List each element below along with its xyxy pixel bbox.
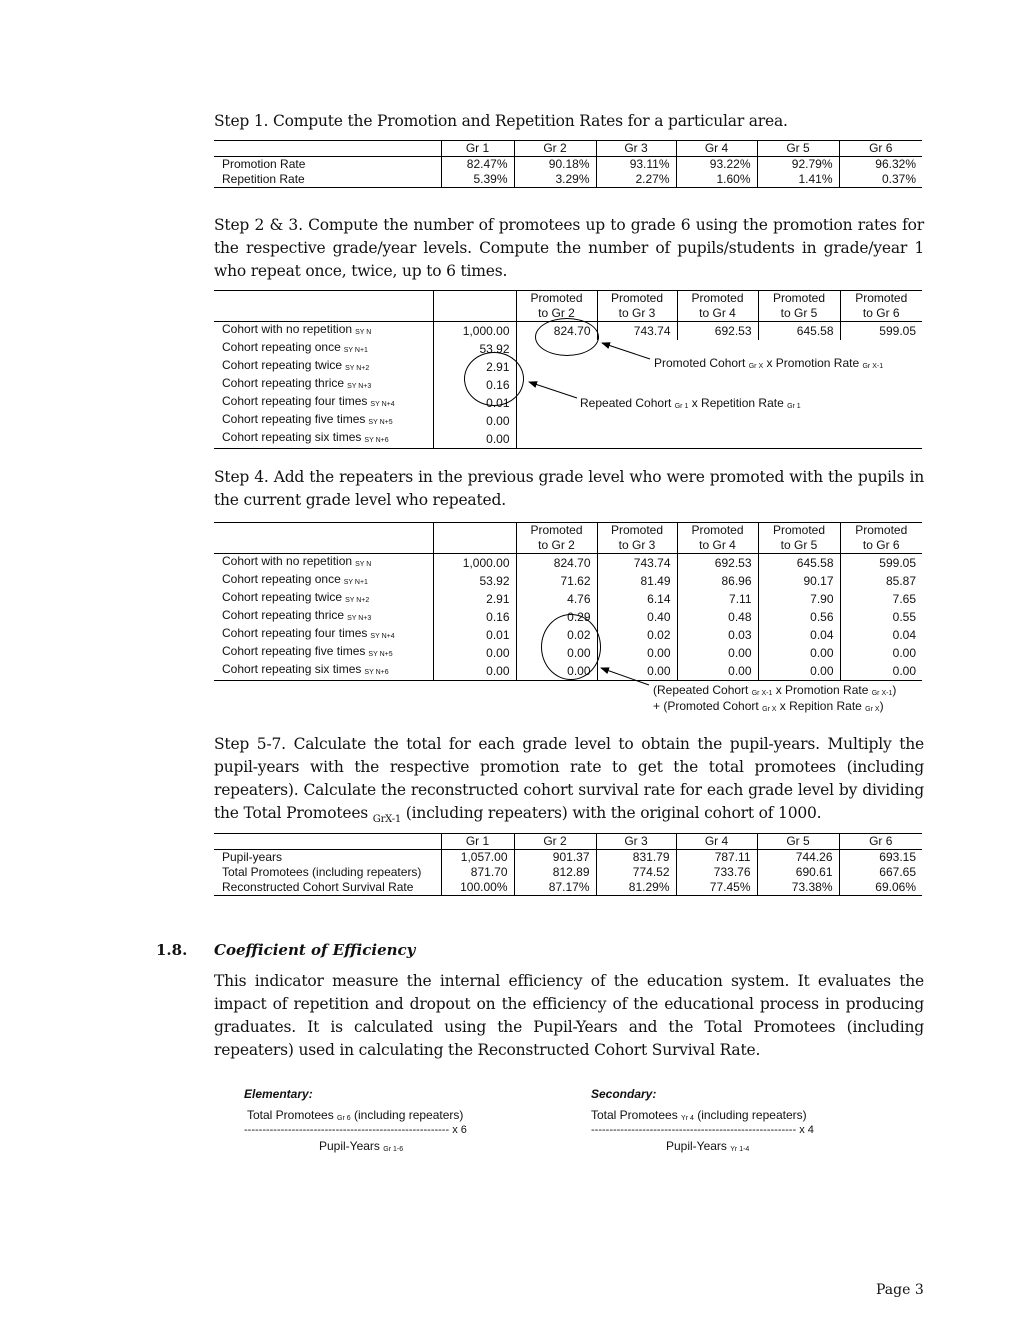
table-cell: 53.92: [433, 572, 516, 590]
table-cell: 692.53: [677, 322, 758, 341]
table-cell: 0.04: [758, 626, 840, 644]
column-header: Gr 5: [757, 141, 839, 157]
arrow: [601, 668, 649, 685]
row-label: Promotion Rate: [222, 157, 306, 171]
table-cell: 0.00: [840, 644, 922, 662]
table-cell: 1.60%: [676, 172, 757, 188]
column-header: Promoted: [840, 291, 922, 307]
column-header: Promoted: [597, 291, 677, 307]
table-cell: 100.00%: [441, 880, 514, 896]
table-row: [214, 880, 922, 896]
table-cell: 0.01: [433, 394, 516, 412]
promoted-cohort-note: Promoted Cohort $_{Gr X}$ x Promotion Rate $_{Gr X-1}$: [654, 356, 884, 370]
row-label: Cohort repeating twice $_{SY N+2}$: [222, 590, 370, 604]
table-cell: 0.00: [677, 662, 758, 681]
column-header: to Gr 6: [840, 306, 922, 322]
row-label: Cohort repeating five times $_{SY N+5}$: [222, 644, 393, 658]
table-cell: 690.61: [757, 865, 839, 880]
table-cell: 86.96: [677, 572, 758, 590]
table-cell: 0.00: [840, 662, 922, 681]
table-cell: 85.87: [840, 572, 922, 590]
column-header: Gr 4: [676, 141, 757, 157]
row-label: Cohort with no repetition $_{SY N}$: [222, 554, 372, 568]
column-header: Promoted: [758, 291, 840, 307]
row-label: Cohort repeating once $_{SY N+1}$: [222, 572, 368, 586]
row-label: Cohort with no repetition $_{SY N}$: [222, 322, 372, 336]
table-cell: 81.49: [597, 572, 677, 590]
table-cell: 831.79: [596, 850, 676, 866]
column-header: Gr 2: [514, 834, 596, 850]
table-cell: 0.02: [516, 626, 597, 644]
column-header: Gr 4: [676, 834, 757, 850]
column-header: to Gr 5: [758, 538, 840, 554]
table-cell: 787.11: [676, 850, 757, 866]
row-label: Reconstructed Cohort Survival Rate: [214, 880, 441, 896]
table-cell: 871.70: [441, 865, 514, 880]
row-label: Cohort repeating twice $_{SY N+2}$: [222, 358, 370, 372]
table-cell: 2.91: [433, 590, 516, 608]
table-cell: 0.04: [840, 626, 922, 644]
table-cell: 69.06%: [839, 880, 922, 896]
table-cell: 599.05: [840, 322, 922, 341]
table-cell: 812.89: [514, 865, 596, 880]
row-label: Cohort repeating five times $_{SY N+5}$: [222, 412, 393, 426]
table-cell: 774.52: [596, 865, 676, 880]
column-header: to Gr 3: [597, 306, 677, 322]
column-header: Gr 6: [839, 834, 922, 850]
table-cell: 693.15: [839, 850, 922, 866]
page-number: Page 3: [876, 1282, 924, 1298]
table-cell: 0.55: [840, 608, 922, 626]
row-label: Cohort repeating six times $_{SY N+6}$: [214, 430, 433, 449]
table-cell: 0.00: [516, 644, 597, 662]
table-cell: 743.74: [597, 554, 677, 573]
table-cell: 1.41%: [757, 172, 839, 188]
column-header: to Gr 2: [516, 538, 597, 554]
table-cell: 824.70: [516, 322, 597, 341]
table-cell: 824.70: [516, 554, 597, 573]
table-cell: 87.17%: [514, 880, 596, 896]
table-cell: 692.53: [677, 554, 758, 573]
pupil-years-table: [214, 833, 922, 896]
column-header: to Gr 2: [516, 306, 597, 322]
table-cell: 0.00: [433, 662, 516, 681]
row-label: Cohort repeating six times $_{SY N+6}$: [214, 662, 433, 681]
step4-formula-note-line1: (Repeated Cohort $_{Gr X-1}$ x Promotion Rate $_{Gr X-1}$): [653, 683, 897, 697]
arrow: [529, 382, 577, 398]
table-row: [214, 850, 922, 866]
table-cell: 2.27%: [596, 172, 676, 188]
table-cell: 599.05: [840, 554, 922, 573]
step4-paragraph: Step 4. Add the repeaters in the previous grade level who were promoted with the pupils in the current grade level who repeated.: [214, 468, 924, 509]
table-cell: 1,000.00: [433, 322, 516, 341]
table-cell: 0.40: [597, 608, 677, 626]
column-header: Promoted: [516, 523, 597, 539]
repeated-cohort-note: Repeated Cohort $_{Gr 1}$ x Repetition Rate $_{Gr 1}$: [580, 396, 801, 410]
table-cell: 0.48: [677, 608, 758, 626]
table-cell: 0.00: [433, 430, 516, 449]
table-cell: 733.76: [676, 865, 757, 880]
table-cell: 90.17: [758, 572, 840, 590]
column-header: Promoted: [597, 523, 677, 539]
table-row: [214, 865, 922, 880]
step23-paragraph: Step 2 & 3. Compute the number of promotees up to grade 6 using the promotion rates for the respective grade/year levels. Compute the number of pupils/students in grade/year 1 who repeat once, twice, up to 6 times.: [214, 216, 924, 280]
table-cell: 0.00: [433, 644, 516, 662]
table-cell: 93.11%: [596, 157, 676, 173]
row-label: Cohort repeating four times $_{SY N+4}$: [222, 394, 395, 408]
table-cell: 645.58: [758, 554, 840, 573]
table-header-row: [214, 834, 922, 850]
elementary-denominator: Pupil-Years $_{Gr 1-6}$: [319, 1139, 404, 1153]
column-header: to Gr 4: [677, 538, 758, 554]
table-cell: 0.00: [597, 662, 677, 681]
table-cell: 901.37: [514, 850, 596, 866]
column-header: to Gr 3: [597, 538, 677, 554]
column-header: to Gr 5: [758, 306, 840, 322]
table-cell: 0.00: [433, 412, 516, 430]
table-cell: 96.32%: [839, 157, 922, 173]
table-cell: 71.62: [516, 572, 597, 590]
row-label: Total Promotees (including repeaters): [222, 865, 422, 879]
table-cell: 82.47%: [441, 157, 514, 173]
table-cell: 2.91: [433, 358, 516, 376]
table-cell: 7.90: [758, 590, 840, 608]
secondary-title: Secondary:: [591, 1087, 657, 1101]
column-header: Gr 6: [839, 141, 922, 157]
column-header: Gr 2: [514, 141, 596, 157]
row-label: Cohort repeating thrice $_{SY N+3}$: [222, 608, 372, 622]
table-cell: 81.29%: [596, 880, 676, 896]
column-header: Gr 1: [441, 141, 514, 157]
section-paragraph: This indicator measure the internal efficiency of the education system. It evaluates the impact of repetition and dropout on the efficiency of the educational process in producing graduates. It is calculated using the Pupil-Years and the Total Promotees (including repeaters) used in calculating the Reconstructed Cohort Survival Rate.: [214, 972, 924, 1059]
column-header: Gr 3: [596, 834, 676, 850]
table-cell: 90.18%: [514, 157, 596, 173]
elementary-numerator: Total Promotees $_{Gr 6}$ (including repeaters): [247, 1108, 464, 1122]
table-cell: 0.03: [677, 626, 758, 644]
table-cell: 0.00: [677, 644, 758, 662]
row-label: Cohort repeating thrice $_{SY N+3}$: [222, 376, 372, 390]
column-header: Promoted: [677, 523, 758, 539]
table-cell: 0.37%: [839, 172, 922, 188]
table-cell: 3.29%: [514, 172, 596, 188]
column-header: Promoted: [840, 523, 922, 539]
section-title: Coefficient of Efficiency: [214, 941, 416, 959]
table-cell: 0.16: [433, 376, 516, 394]
table-cell: 0.00: [516, 662, 597, 681]
table-cell: 92.79%: [757, 157, 839, 173]
row-label: Cohort repeating once $_{SY N+1}$: [222, 340, 368, 354]
table-cell: 645.58: [758, 322, 840, 341]
secondary-fraction-line: -------------------------------------------------------- x 4: [591, 1124, 814, 1136]
table-cell: 0.16: [433, 608, 516, 626]
table-cell: 0.01: [433, 626, 516, 644]
step4-formula-note-line2: + (Promoted Cohort $_{Gr X}$ x Repition Rate $_{Gr X}$): [653, 699, 884, 713]
secondary-numerator: Total Promotees $_{Yr 4}$ (including repeaters): [591, 1108, 807, 1122]
section-number: 1.8.: [156, 941, 188, 959]
table-cell: 0.00: [597, 644, 677, 662]
elementary-fraction-line: -------------------------------------------------------- x 6: [244, 1124, 467, 1136]
table-cell: 0.29: [516, 608, 597, 626]
step1-heading: Step 1. Compute the Promotion and Repetition Rates for a particular area.: [214, 112, 788, 130]
row-label: Repetition Rate: [214, 172, 441, 188]
table-cell: 73.38%: [757, 880, 839, 896]
table-cell: 5.39%: [441, 172, 514, 188]
table-cell: 7.11: [677, 590, 758, 608]
arrow: [602, 343, 650, 359]
table-cell: 93.22%: [676, 157, 757, 173]
row-label: Cohort repeating four times $_{SY N+4}$: [222, 626, 395, 640]
table-cell: 743.74: [597, 322, 677, 341]
secondary-denominator: Pupil-Years $_{Yr 1-4}$: [666, 1139, 750, 1153]
table-cell: 7.65: [840, 590, 922, 608]
table-cell: 0.56: [758, 608, 840, 626]
table-cell: 1,057.00: [441, 850, 514, 866]
table-cell: 53.92: [433, 340, 516, 358]
column-header: Promoted: [516, 291, 597, 307]
column-header: Gr 3: [596, 141, 676, 157]
table-cell: 0.02: [597, 626, 677, 644]
table-cell: 6.14: [597, 590, 677, 608]
table-cell: 744.26: [757, 850, 839, 866]
elementary-title: Elementary:: [244, 1087, 313, 1101]
column-header: Promoted: [677, 291, 758, 307]
column-header: Gr 5: [757, 834, 839, 850]
table-cell: 1,000.00: [433, 554, 516, 573]
table-cell: 667.65: [839, 865, 922, 880]
table-cell: 4.76: [516, 590, 597, 608]
table-cell: 0.00: [758, 644, 840, 662]
table-cell: 0.00: [758, 662, 840, 681]
column-header: to Gr 4: [677, 306, 758, 322]
column-header: to Gr 6: [840, 538, 922, 554]
table-cell: 77.45%: [676, 880, 757, 896]
column-header: Gr 1: [441, 834, 514, 850]
column-header: Promoted: [758, 523, 840, 539]
step57-paragraph: Step 5-7. Calculate the total for each grade level to obtain the pupil-years. Multiply the pupil-years with the respective promotion rate to get the total promotees (including repeaters). Calculate the reconstructed cohort survival rate for each grade level by dividing the Total Promotees $_{GrX-1}$ (including repeaters) with the original cohort of 1000.: [214, 735, 924, 826]
row-label: Pupil-years: [222, 850, 283, 864]
